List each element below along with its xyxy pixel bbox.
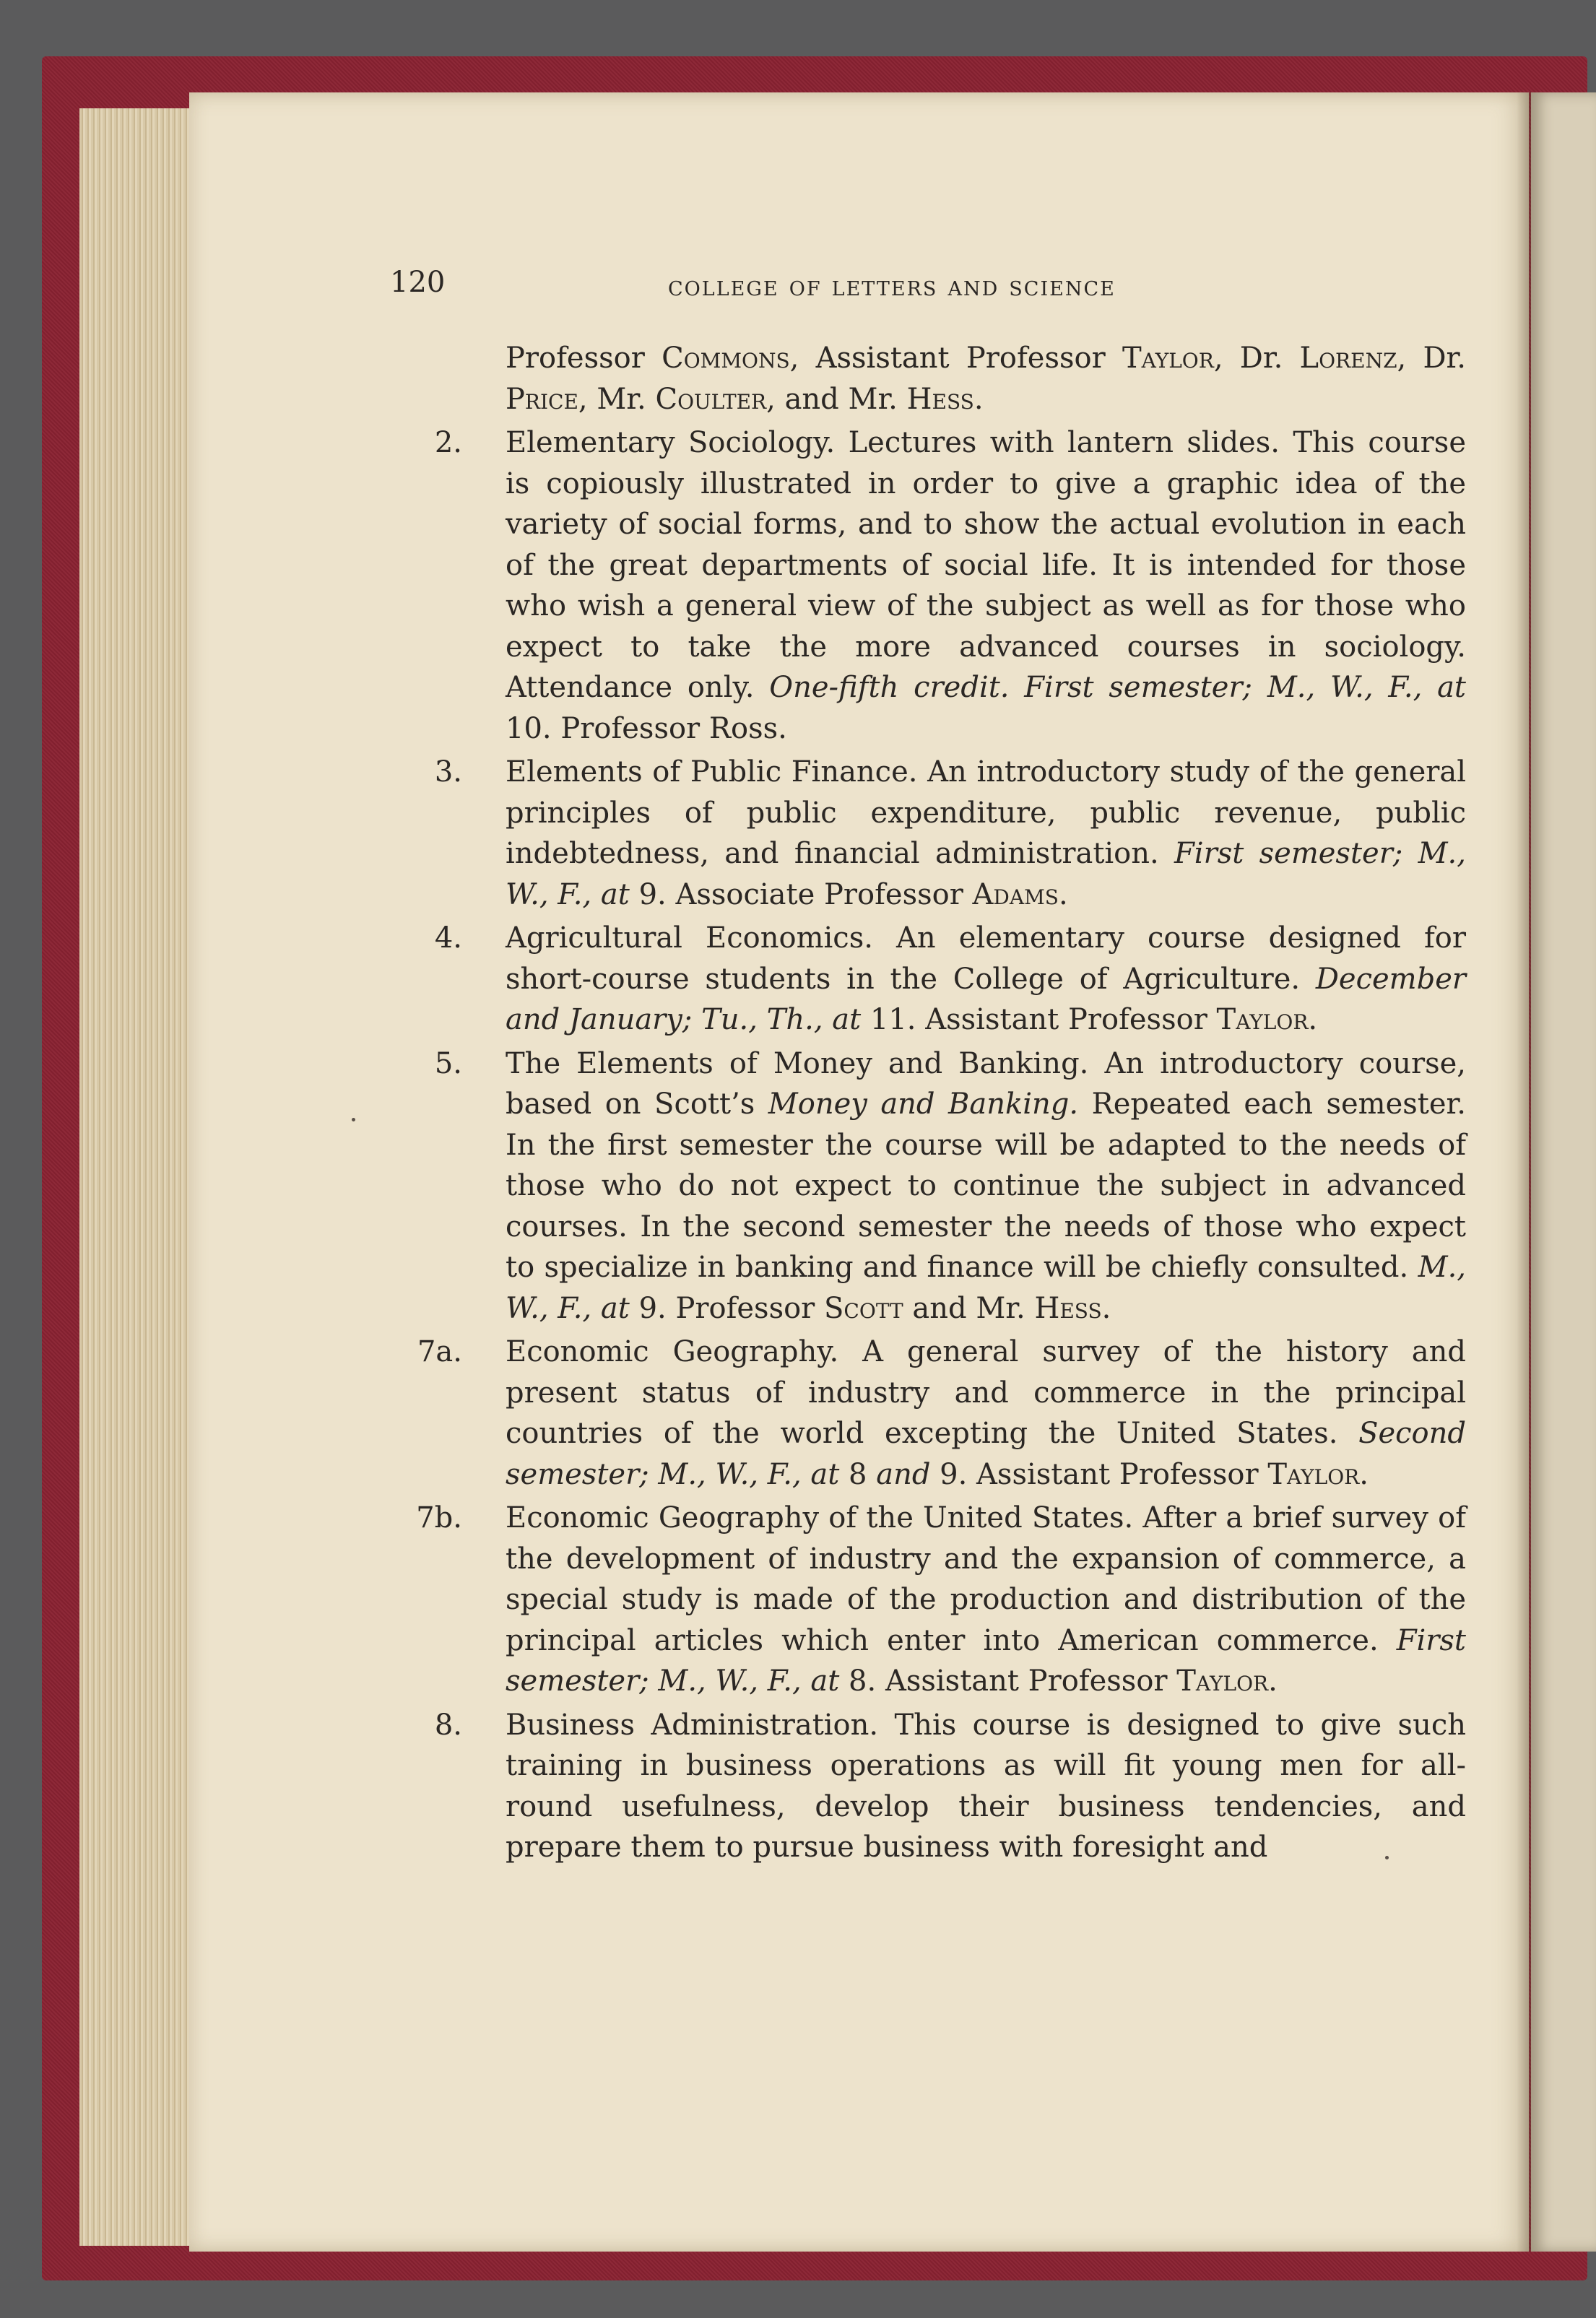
course-schedule: M., W., F., at — [506, 1251, 1466, 1325]
course-instructor: 9. Assistant Professor — [930, 1457, 1268, 1491]
page-number: 120 — [390, 266, 446, 299]
course-description: Business Administration. This course is designed to give such training in business operations as will fit young men for all-round usefulness, develop their business tendencies, and prepare them to pursue business with foresight and — [506, 1708, 1466, 1864]
course-instructor: 11. Assistant Professor — [861, 1003, 1217, 1036]
paper-speck — [352, 1118, 355, 1121]
course-entry — [404, 752, 1466, 915]
instructor-name: Taylor — [1216, 1003, 1309, 1036]
punctuation: . — [1268, 1664, 1278, 1698]
intro-text: , Dr. — [1213, 342, 1300, 375]
intro-paragraph — [404, 338, 1466, 420]
course-number: 8. — [434, 1708, 462, 1742]
punctuation: . — [1359, 1457, 1369, 1491]
course-instructor: 9. Associate Professor — [629, 877, 973, 911]
intro-text: , and Mr. — [766, 382, 907, 416]
course-instructor: 8. Assistant Professor — [839, 1664, 1177, 1698]
course-number: 7b. — [416, 1501, 462, 1535]
course-number: 7a. — [417, 1335, 462, 1368]
book-title: Money and Banking. — [768, 1088, 1079, 1121]
course-description: Elements of Public Finance. An introductory study of the general principles of public expenditure, public revenue, public indebtedness, and financial administration. — [506, 755, 1466, 870]
course-schedule: First semester; M., W., F., at — [506, 1623, 1466, 1698]
intro-text: , Mr. — [578, 382, 656, 416]
course-entry — [404, 1332, 1466, 1495]
course-number: 2. — [434, 426, 462, 459]
course-entry — [404, 422, 1466, 749]
course-number: 3. — [434, 755, 462, 789]
instructor-name: Taylor — [1122, 342, 1214, 375]
instructor-name: Scott — [824, 1291, 903, 1325]
course-description: Agricultural Economics. An elementary course designed for short-course students in the College of Agriculture. — [506, 921, 1466, 996]
punctuation: . — [1101, 1291, 1111, 1325]
instructor-name: Coulter — [655, 382, 767, 416]
page-body — [404, 338, 1466, 1871]
course-instructor: 10. Professor Ross. — [506, 711, 787, 745]
course-schedule: First semester; M., W., F., at — [506, 837, 1466, 911]
instructor-name: Hess — [906, 382, 974, 416]
instructor-name: Price — [506, 382, 578, 416]
paper-speck — [1385, 1856, 1389, 1859]
intro-text: . — [973, 382, 984, 416]
instructor-name: Commons — [662, 342, 790, 375]
course-description: Economic Geography of the United States. After a brief survey of the development of industry and the expansion of commerce, a special study is made of the production and distribution of the principal articles which enter into American commerce. — [506, 1501, 1466, 1657]
instructor-name: Taylor — [1176, 1664, 1269, 1698]
punctuation: . — [1308, 1003, 1318, 1036]
course-description: Repeated each semester. In the first semester the course will be adapted to the needs of those who do not expect to continue the subject in advanced courses. In the second semester the needs of those who expect to specialize in banking and finance will be chiefly consulted. — [506, 1088, 1466, 1284]
course-schedule: December and January; Tu., Th., at — [506, 962, 1466, 1036]
intro-text: , Assistant Professor — [789, 342, 1122, 375]
running-head: college of letters and science — [668, 270, 1116, 302]
instructor-name: Taylor — [1267, 1457, 1360, 1491]
instructor-name: Lorenz — [1299, 342, 1397, 375]
page-header — [390, 266, 1473, 309]
course-instructor: and Mr. — [903, 1291, 1035, 1325]
instructor-name: Adams — [972, 877, 1059, 911]
course-entry — [404, 1043, 1466, 1329]
adjacent-page — [1531, 92, 1596, 2252]
course-number: 5. — [434, 1046, 462, 1080]
course-schedule: Second semester; M., W., F., at — [506, 1417, 1466, 1491]
course-entry — [404, 918, 1466, 1041]
course-instructor: 9. Professor — [629, 1291, 825, 1325]
course-schedule: and — [876, 1457, 931, 1491]
intro-text: , Dr. — [1397, 342, 1466, 375]
course-number: 4. — [434, 921, 462, 955]
course-schedule: One-fifth credit. First semester; M., W., F., at — [769, 671, 1467, 704]
course-description: The Elements of Money and Banking. An introductory course, based on Scott’s — [506, 1046, 1466, 1121]
instructor-name: Hess — [1034, 1291, 1102, 1325]
course-description: Economic Geography. A general survey of the history and present status of industry and commerce in the principal countries of the world excepting the United States. — [506, 1335, 1466, 1450]
course-entry — [404, 1498, 1466, 1702]
page-edges — [79, 108, 199, 2246]
intro-text: Professor — [506, 342, 662, 375]
punctuation: . — [1058, 877, 1068, 911]
course-entry — [404, 1705, 1466, 1868]
course-schedule-hour: 8 — [839, 1457, 877, 1491]
course-description: Elementary Sociology. Lectures with lantern slides. This course is copiously illustrated in order to give a graphic idea of the variety of social forms, and to show the actual evolution in each of the great departments of social life. It is intended for those who wish a general view of the subject as well as for those who expect to take the more advanced courses in sociology. Attendance only. — [506, 426, 1466, 704]
